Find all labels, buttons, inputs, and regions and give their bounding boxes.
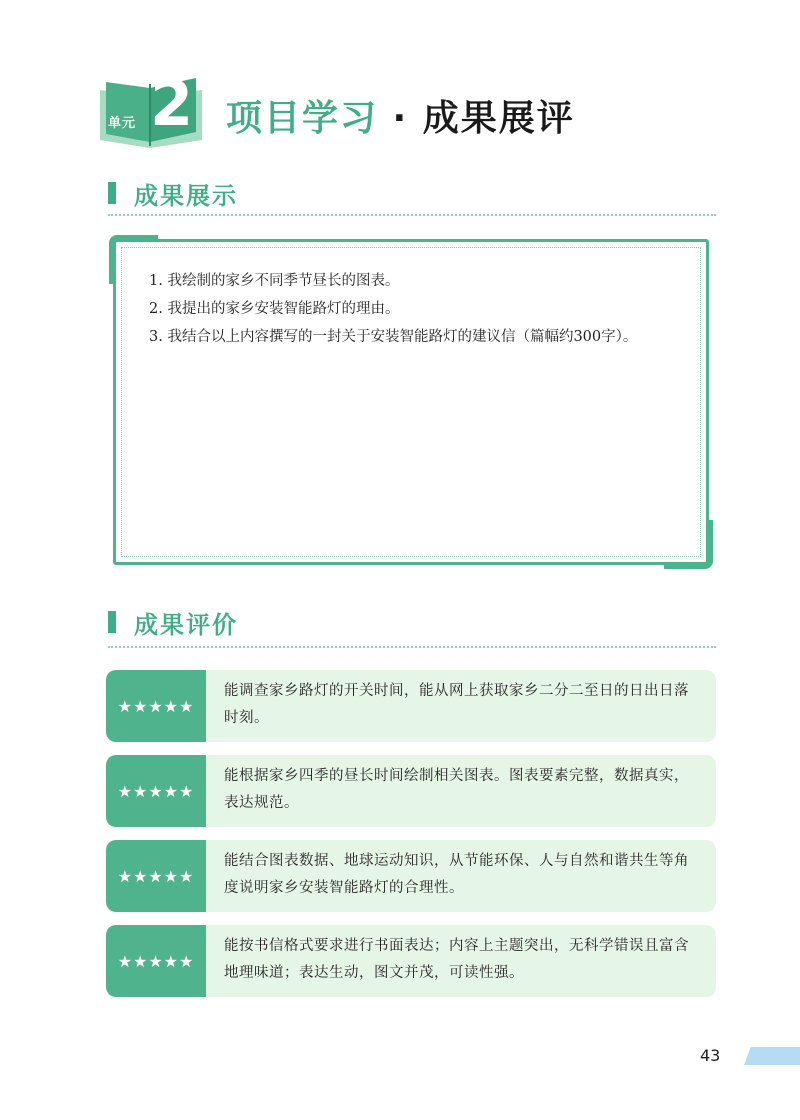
evaluation-heading: 成果评价 (134, 610, 238, 639)
showcase-item: 2. 我提出的家乡安装智能路灯的理由。 (149, 301, 400, 317)
corner-decoration (664, 520, 713, 569)
unit-label: 单元 (108, 116, 137, 131)
showcase-section-header (108, 176, 238, 210)
evaluation-criterion: 能根据家乡四季的昼长时间绘制相关图表。图表要素完整，数据真实，表达规范。 (206, 755, 716, 827)
star-rating-icon: ★★★★★ (106, 670, 206, 742)
page-number: 43 (700, 1046, 721, 1065)
section-bar-icon (108, 611, 116, 633)
showcase-box (113, 239, 709, 565)
showcase-item: 1. 我绘制的家乡不同季节昼长的图表。 (149, 273, 400, 289)
divider (108, 214, 716, 216)
page-title-part1: 项目学习 (226, 98, 379, 139)
page-title-part2: 成果展评 (422, 98, 575, 139)
showcase-list (149, 267, 637, 351)
page-title-separator: · (378, 98, 423, 139)
page-tab-decoration (744, 1047, 800, 1065)
section-bar-icon (108, 182, 116, 204)
evaluation-row (106, 670, 716, 742)
evaluation-criterion: 能结合图表数据、地球运动知识，从节能环保、人与自然和谐共生等角度说明家乡安装智能路灯的合理性。 (206, 840, 716, 912)
showcase-item: 3. 我结合以上内容撰写的一封关于安装智能路灯的建议信（篇幅约300字）。 (149, 329, 638, 345)
evaluation-criterion: 能按书信格式要求进行书面表达；内容上主题突出，无科学错误且富含地理味道；表达生动，图文并茂，可读性强。 (206, 925, 716, 997)
page-title (226, 94, 575, 144)
divider (108, 646, 716, 648)
evaluation-row (106, 755, 716, 827)
star-rating-icon: ★★★★★ (106, 755, 206, 827)
star-rating-icon: ★★★★★ (106, 840, 206, 912)
evaluation-criterion: 能调查家乡路灯的开关时间，能从网上获取家乡二分二至日的日出日落时刻。 (206, 670, 716, 742)
evaluation-row (106, 925, 716, 997)
star-rating-icon: ★★★★★ (106, 925, 206, 997)
evaluation-section-header (108, 605, 238, 639)
unit-number: 2 (150, 67, 194, 140)
showcase-heading: 成果展示 (134, 181, 238, 210)
evaluation-row (106, 840, 716, 912)
